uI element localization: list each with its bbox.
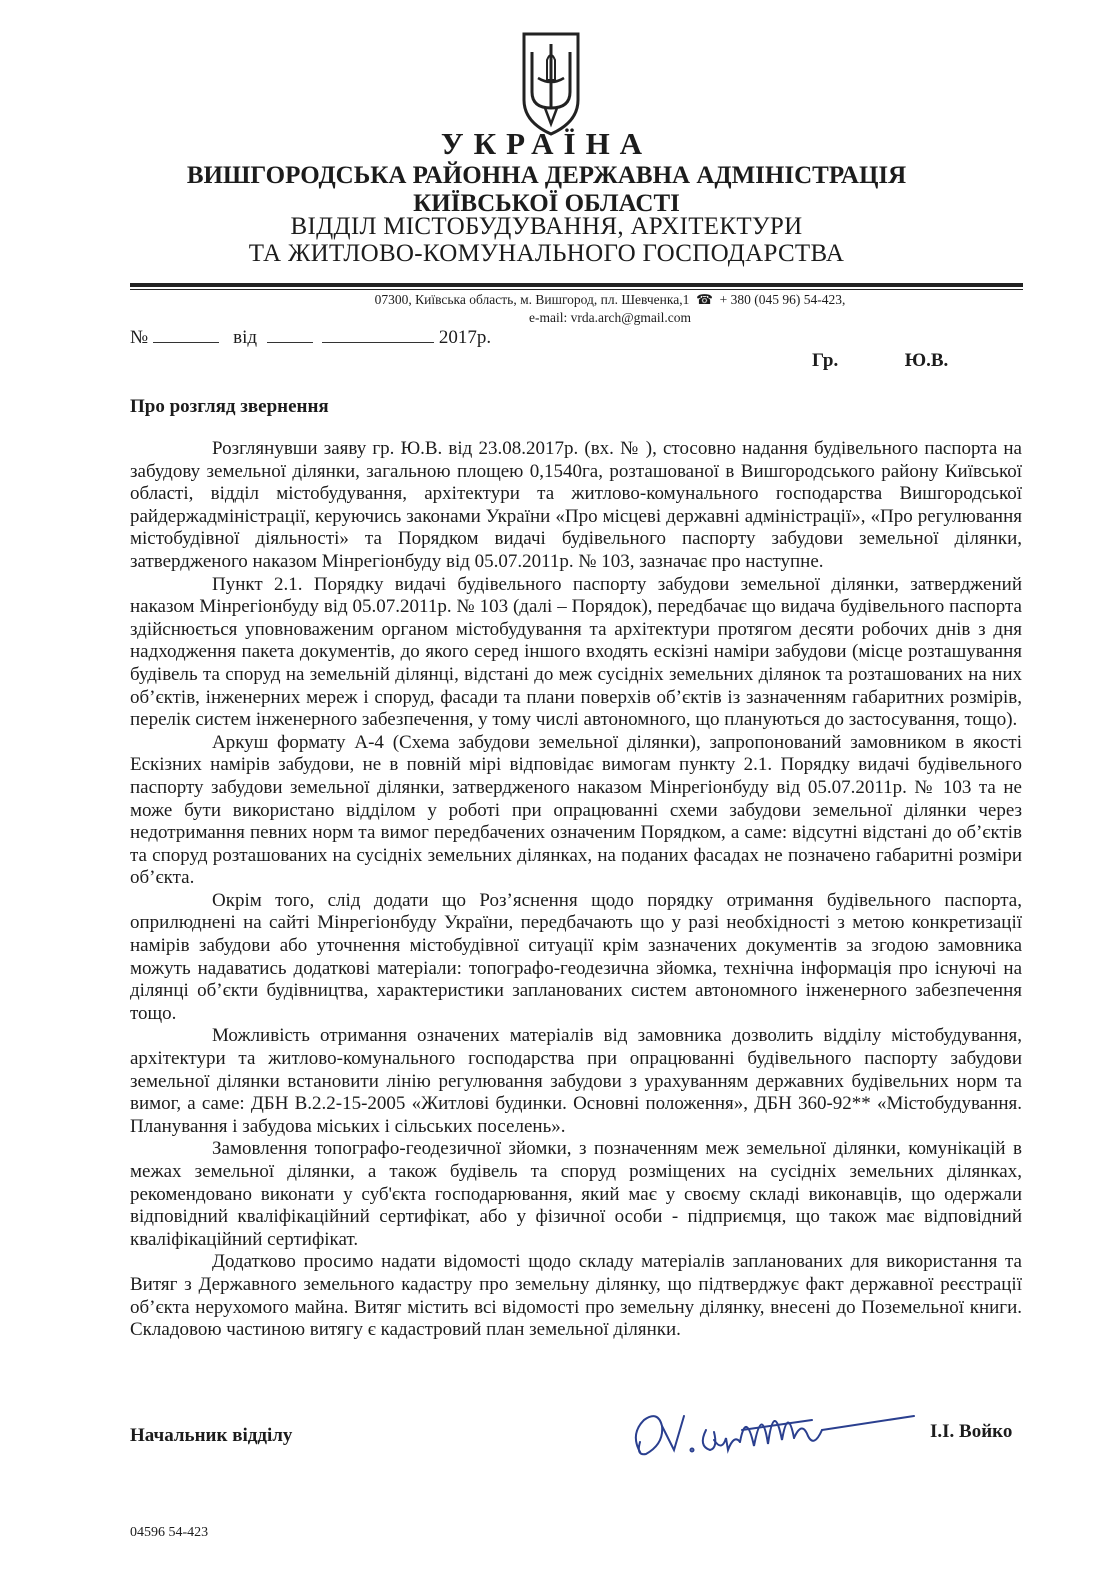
header-region: КИЇВСЬКОЇ ОБЛАСТІ — [413, 190, 680, 217]
registration-line — [130, 327, 491, 349]
registration-month-blank — [322, 327, 434, 343]
body-paragraph: Розглянувши заяву гр. Ю.В. від 23.08.2017р. (вх. № ), стосовно надання будівельного паспорта на забудову земельної ділянки, загальною площею 0,1540га, розташованої в Вишгородського району Київської області, відділ містобудування, архітектури та житлово-комунального господарства Вишгородської райдержадміністрації, керуючись законами України «Про місцеві державні адміністрації», «Про регулювання містобудівної діяльності» та Порядком видачі будівельного паспорту забудови земельної ділянки, затвердженого наказом Мінрегіонбуду від 05.07.2011р. № 103, зазначає про наступне. — [130, 438, 1022, 572]
registration-day-blank — [267, 327, 313, 343]
header-department-line1: ВІДДІЛ МІСТОБУДУВАННЯ, АРХІТЕКТУРИ — [290, 213, 803, 240]
body-paragraph: Окрім того, слід додати що Роз’яснення щодо порядку отримання будівельного паспорта, оприлюднені на сайті Мінрегіонбуду України, передбачають що у разі необхідності з метою конкретизації намірів забудови або уточнення містобудівної ситуації крім зазначених документів за згодою замовника можуть надаватись додаткові матеріали: топографо-геодезична зйомка, технічна інформація про існуючі на ділянці об’єкти будівництва, характеристики запланованих систем автономного інженерного забезпечення тощо. — [130, 889, 1022, 1024]
recipient — [812, 350, 948, 372]
body-paragraph: Пункт 2.1. Порядку видачі будівельного паспорту забудови земельної ділянки, затверджений наказом Мінрегіонбуду від 05.07.2011р. № 103 (далі – Порядок), передбачає що видача будівельного паспорта здійснюється уповноваженим органом містобудування та архітектури протягом десяти робочих днів з дня надходження пакета документів, до якого серед іншого входять ескізні наміри забудови (місце розташування будівель та споруд на земельній ділянці, відстані до меж сусідніх земельних ділянок та розташованих на них об’єктів, інженерних мереж і споруд, фасади та плани поверхів об’єктів із зазначенням габаритних розмірів, перелік систем інженерного забезпечення, у тому числі автономного, що плануються до застосування, тощо). — [130, 573, 1022, 731]
header-country: УКРАЇНА — [440, 126, 653, 161]
recipient-prefix: Гр. — [812, 350, 839, 371]
trident-coat-of-arms-icon — [518, 30, 584, 138]
registration-date-prefix: від — [233, 327, 258, 348]
registration-number-prefix: № — [130, 327, 149, 348]
telephone-icon: ☎ — [692, 292, 717, 307]
header-department-line2: ТА ЖИТЛОВО-КОМУНАЛЬНОГО ГОСПОДАРСТВА — [248, 240, 845, 267]
contacts-phone: + 380 (045 96) 54-423, — [719, 292, 846, 307]
contacts-block — [300, 291, 920, 327]
registration-year: 2017р. — [438, 327, 492, 348]
contacts-email: e-mail: vrda.arch@gmail.com — [529, 310, 691, 325]
letter-body — [130, 438, 1022, 1342]
contacts-line1 — [300, 291, 920, 309]
registration-number-blank — [153, 327, 219, 343]
signatory-name: І.І. Войко — [930, 1421, 1013, 1442]
letter-subject: Про розгляд звернення — [130, 396, 329, 417]
body-paragraph: Аркуш формату А-4 (Схема забудови земельної ділянки), запропонований замовником в якості Ескізних намірів забудови, не в повній мірі відповідає вимогам пункту 2.1. Порядку видачі будівельного паспорту забудови земельної ділянки, затвердженого наказом Мінрегіонбуду від 05.07.2011р. № 103 та не може бути використано відділом у роботі при опрацюванні схеми забудови земельної ділянки через недотримання певних норм та вимог передбачених означеним Порядком, а саме: відсутні відстані до об’єктів та споруд розташованих на сусідніх земельних ділянках, на поданих фасадах не позначено габаритні розміри об’єкта. — [130, 731, 1022, 889]
header-administration: ВИШГОРОДСЬКА РАЙОННА ДЕРЖАВНА АДМІНІСТРАЦІЯ — [186, 162, 907, 189]
body-paragraph: Замовлення топографо-геодезичної зйомки, з позначенням меж земельної ділянки, комунікацій в межах земельної ділянки, а також будівель та споруд розміщених на сусідніх земельних ділянках, рекомендовано виконати у суб'єкта господарювання, який має у своєму складі виконавців, що одержали відповідний кваліфікаційний сертифікат, або у фізичної особи - підприємця, що також має відповідний кваліфікаційний сертифікат. — [130, 1138, 1022, 1250]
footer-phone: 04596 54-423 — [130, 1525, 209, 1540]
header-divider-thick — [130, 283, 1023, 287]
body-paragraph: Додатково просимо надати відомості щодо складу матеріалів запланованих для використання та Витяг з Державного земельного кадастру про земельну ділянку, що підтверджує факт державної реєстрації об’єкта нерухомого майна. Витяг містить всі відомості про земельну ділянку, внесені до Поземельної книги. Складовою частиною витягу є кадастровий план земельної ділянки. — [130, 1251, 1022, 1341]
body-paragraph: Можливість отримання означених матеріалів від замовника дозволить відділу містобудування, архітектури та житлово-комунального господарства при опрацюванні будівельного паспорту забудови земельної ділянки встановити лінію регулювання забудови з урахуванням державних будівельних норм та вимог, а саме: ДБН В.2.2-15-2005 «Житлові будинки. Основні положення», ДБН 360-92** «Містобудування. Планування і забудова міських і сільських поселень». — [130, 1025, 1022, 1137]
recipient-initials: Ю.В. — [904, 350, 949, 371]
handwritten-signature — [622, 1390, 922, 1470]
contacts-address: 07300, Київська область, м. Вишгород, пл. Шевченка,1 — [374, 292, 690, 307]
header-divider-thin — [130, 289, 1023, 290]
signatory-title: Начальник відділу — [130, 1425, 293, 1446]
